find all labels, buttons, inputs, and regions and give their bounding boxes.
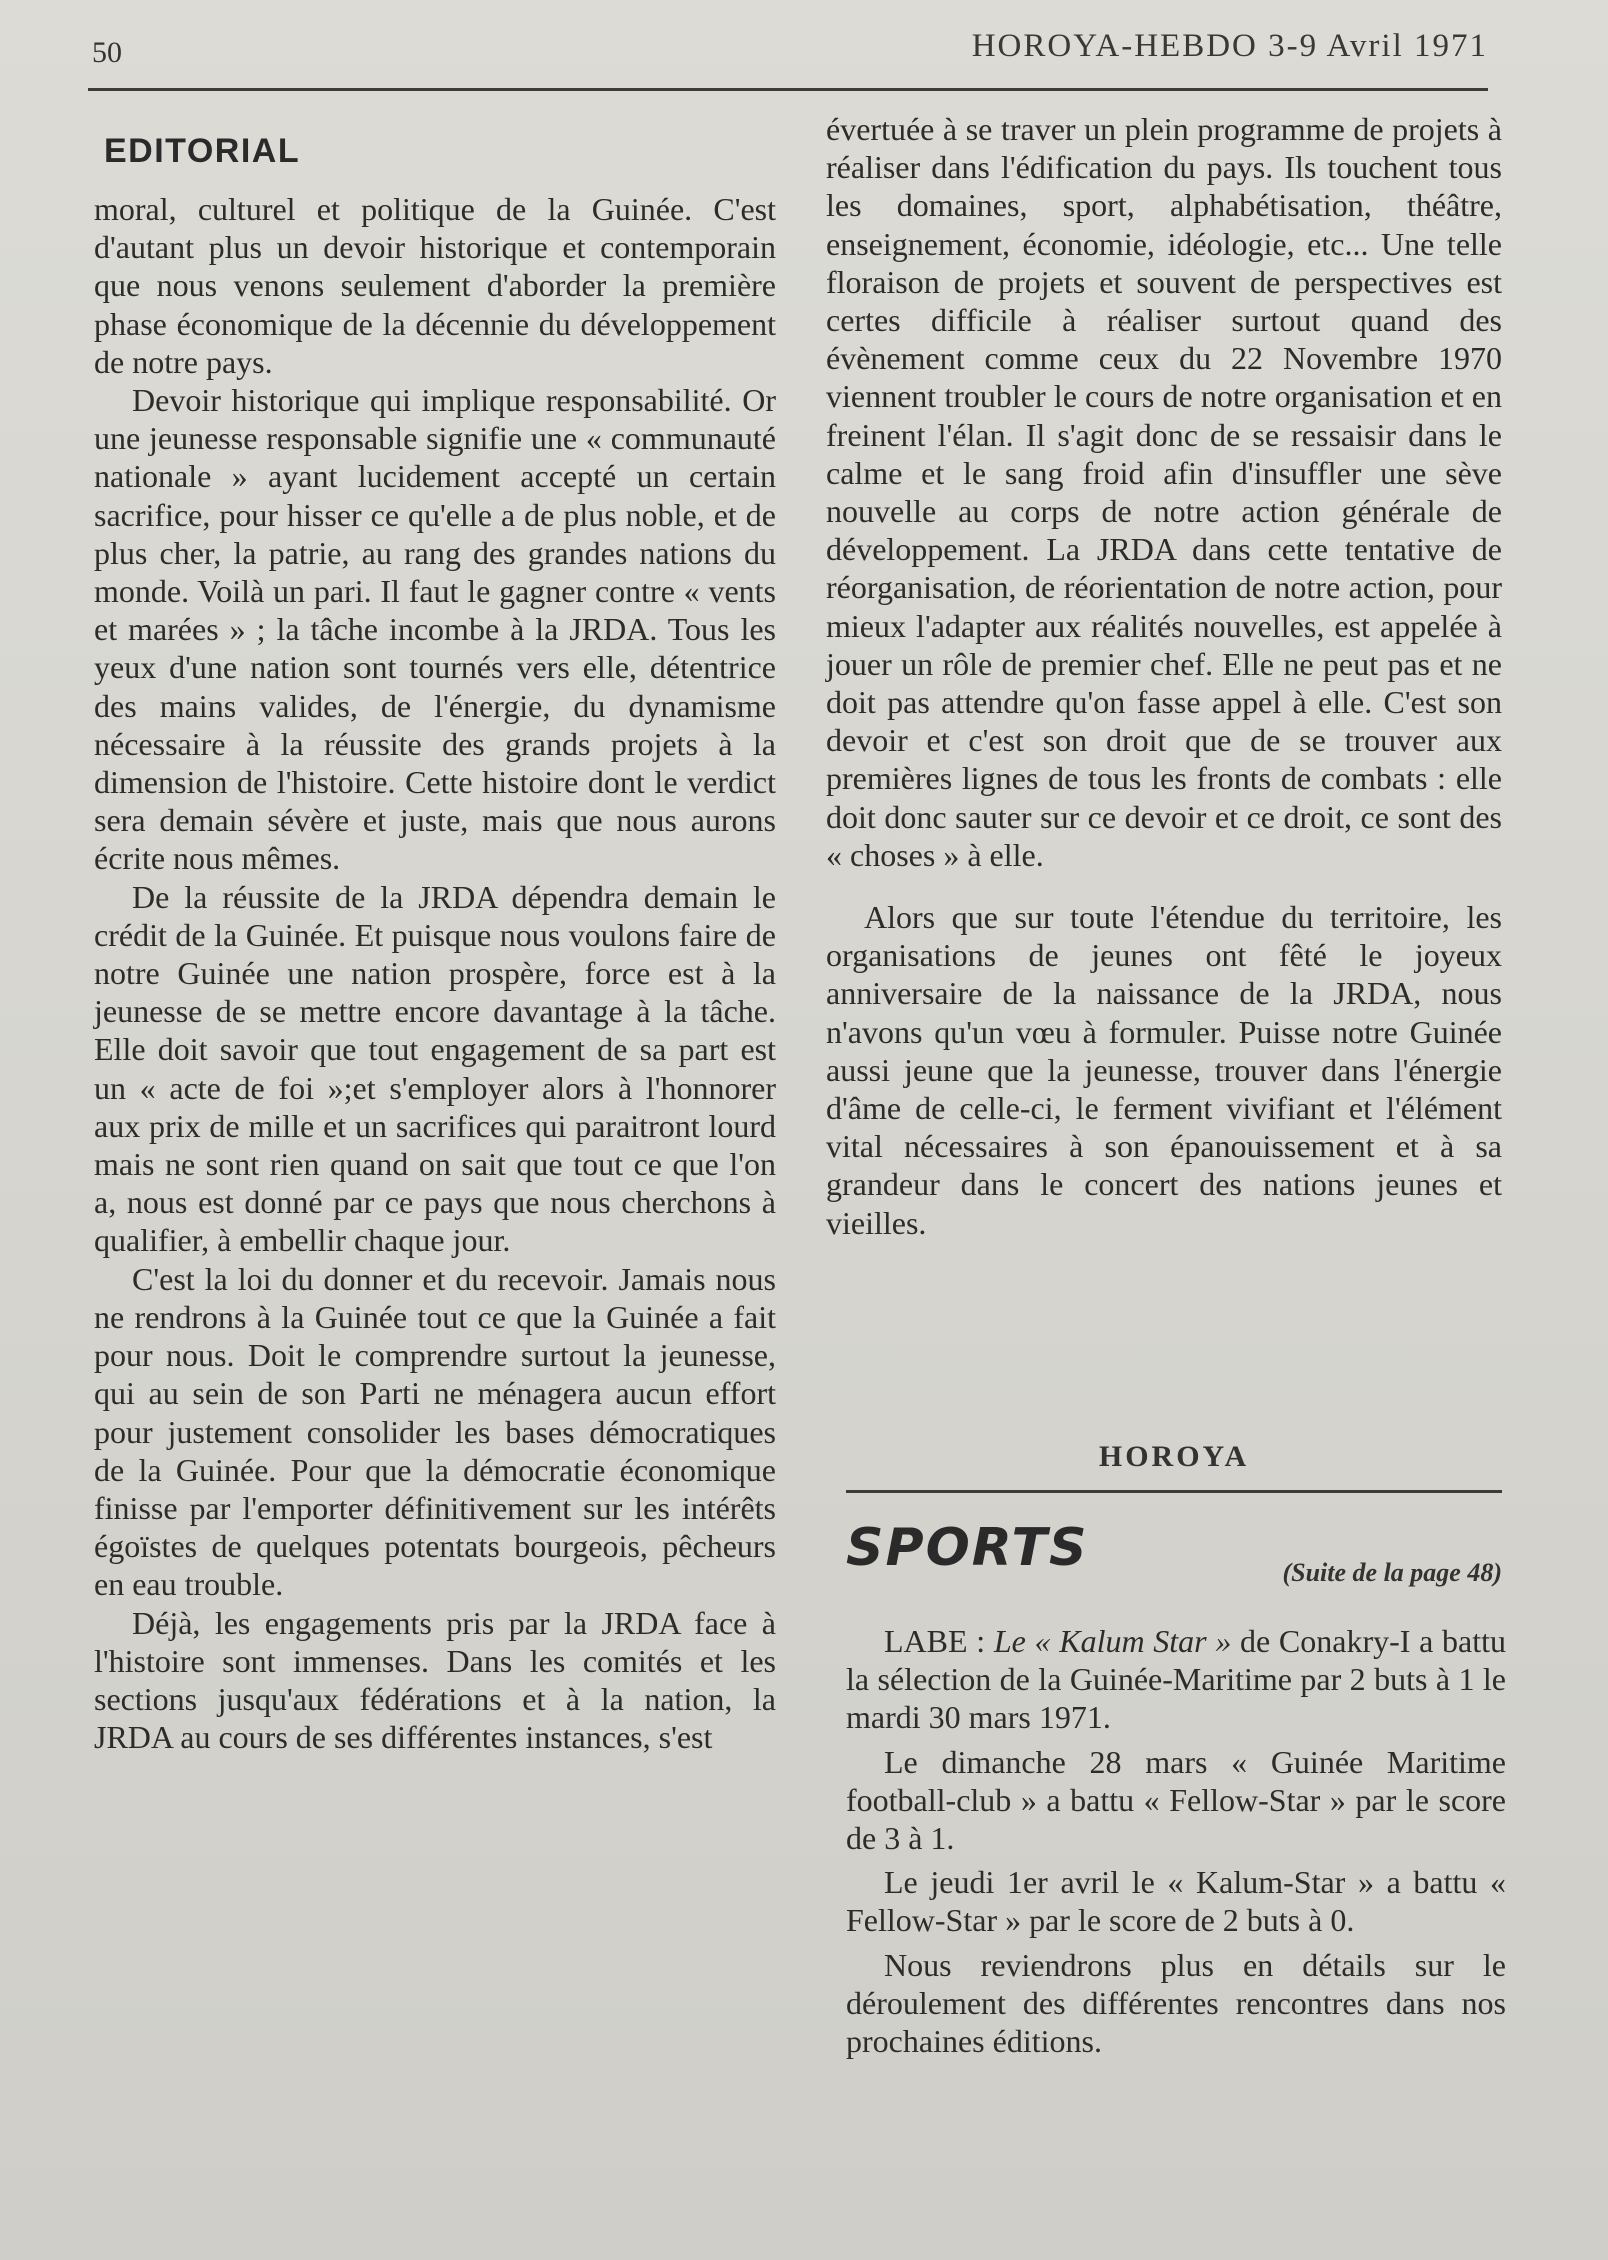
sports-heading: SPORTS <box>846 1518 1089 1578</box>
sports-team-italic: Le « Kalum Star » <box>993 1623 1232 1659</box>
editorial-right-column <box>826 110 1502 1242</box>
editorial-signature: HOROYA <box>1098 1440 1250 1473</box>
sports-place: LABE : <box>884 1623 994 1659</box>
editorial-paragraph: C'est la loi du donner et du recevoir. Jamais nous ne rendrons à la Guinée tout ce que la Guinée a fait pour nous. Doit le comprendre surtout la jeunesse, qui au sein de son Parti ne ménagera aucun effort pour justement consolider les bases démocratiques de la Guinée. Pour que la démocratie économique finisse par l'emporter définitivement sur les intérêts égoïstes de quelques potentats bourgeois, pêcheurs en eau trouble. <box>94 1260 776 1603</box>
sports-text: de Conakry-I a battu la sélection de la Guinée-Maritime par 2 buts à 1 le mardi 30 mars 1971. <box>846 1623 1507 1736</box>
editorial-paragraph: Alors que sur toute l'étendue du territoire, les organisations de jeunes ont fêté le joyeux anniversaire de la naissance de la JRDA, nous n'avons qu'un vœu à formuler. Puisse notre Guinée aussi jeune que la jeunesse, trouver dans l'énergie d'âme de celle-ci, le ferment vivifiant et l'élément vital nécessaires à son épanouissement et à sa grandeur dans le concert des nations jeunes et vieilles. <box>826 899 1502 1241</box>
editorial-paragraph: évertuée à se traver un plein programme de projets à réaliser dans l'édification du pays. Ils touchent tous les domaines, sport, alphabétisation, théâtre, enseignement, économie, idéologie, etc... Une telle floraison de projets et souvent de perspectives est certes difficile à réaliser surtout quand des évènement comme ceux du 22 Novembre 1970 viennent troubler le cours de notre organisation et en freinent l'élan. Il s'agit donc de se ressaisir dans le calme et le sang froid afin d'insuffler une sève nouvelle au corps de notre action générale de développement. La JRDA dans cette tentative de réorganisation, de réorientation de notre action, pour mieux l'adapter aux réalités nouvelles, est appelée à jouer un rôle de premier chef. Elle ne peut pas et ne doit pas attendre qu'on fasse appel à elle. C'est son devoir et c'est son droit que de se trouver aux premières lignes de tous les fronts de combats : elle doit donc sauter sur ce devoir et ce droit, ce sont des « choses » à elle. <box>826 111 1502 873</box>
header-rule <box>88 88 1488 91</box>
section-divider <box>846 1490 1502 1493</box>
editorial-paragraph: Devoir historique qui implique responsabilité. Or une jeunesse responsable signifie une « communauté nationale » ayant lucidement accepté un certain sacrifice, pour hisser ce qu'elle a de plus noble, et de plus cher, la patrie, au rang des grandes nations du monde. Voilà un pari. Il faut le gagner contre « vents et marées » ; la tâche incombe à la JRDA. Tous les yeux d'une nation sont tournés vers elle, détentrice des mains valides, de l'énergie, du dynamisme nécessaire à la réussite des grands projets à la dimension de l'histoire. Cette histoire dont le verdict sera demain sévère et juste, mais que nous aurons écrite nous mêmes. <box>94 382 776 877</box>
sports-continued-note: (Suite de la page 48) <box>1282 1558 1502 1587</box>
page-header <box>88 28 1488 88</box>
sports-column <box>846 1622 1506 2060</box>
editorial-paragraph: moral, culturel et politique de la Guinée. C'est d'autant plus un devoir historique et contemporain que nous venons seulement d'aborder la première phase économique de la décennie du développement de notre pays. <box>94 191 776 380</box>
sports-paragraph: Nous reviendrons plus en détails sur le déroulement des différentes rencontres dans nos prochaines éditions. <box>846 1946 1506 2060</box>
sports-paragraph: Le dimanche 28 mars « Guinée Maritime football-club » a battu « Fellow-Star » par le score de 3 à 1. <box>846 1743 1506 1857</box>
page-number: 50 <box>92 36 122 69</box>
editorial-paragraph: Déjà, les engagements pris par la JRDA face à l'histoire sont immenses. Dans les comités et les sections jusqu'aux fédérations et à la nation, la JRDA au cours de ses différentes instances, s'est <box>94 1604 776 1756</box>
editorial-heading: EDITORIAL <box>104 132 301 170</box>
newspaper-title: HOROYA-HEBDO 3-9 Avril 1971 <box>971 28 1488 64</box>
sports-paragraph: Le jeudi 1er avril le « Kalum-Star » a battu « Fellow-Star » par le score de 2 buts à 0. <box>846 1864 1506 1939</box>
sports-paragraph <box>846 1622 1506 1737</box>
editorial-left-column <box>94 190 776 1756</box>
editorial-paragraph: De la réussite de la JRDA dépendra demain le crédit de la Guinée. Et puisque nous voulons faire de notre Guinée une nation prospère, force est à la jeunesse de se mettre encore davantage à la tâche. Elle doit savoir que tout engagement de sa part est un « acte de foi »;et s'employer alors à l'honnorer aux prix de mille et un sacrifices qui paraitront lourd mais ne sont rien quand on sait que tout ce que l'on a, nous est donné par ce pays que nous cherchons à qualifier, à embellir chaque jour. <box>94 878 776 1259</box>
